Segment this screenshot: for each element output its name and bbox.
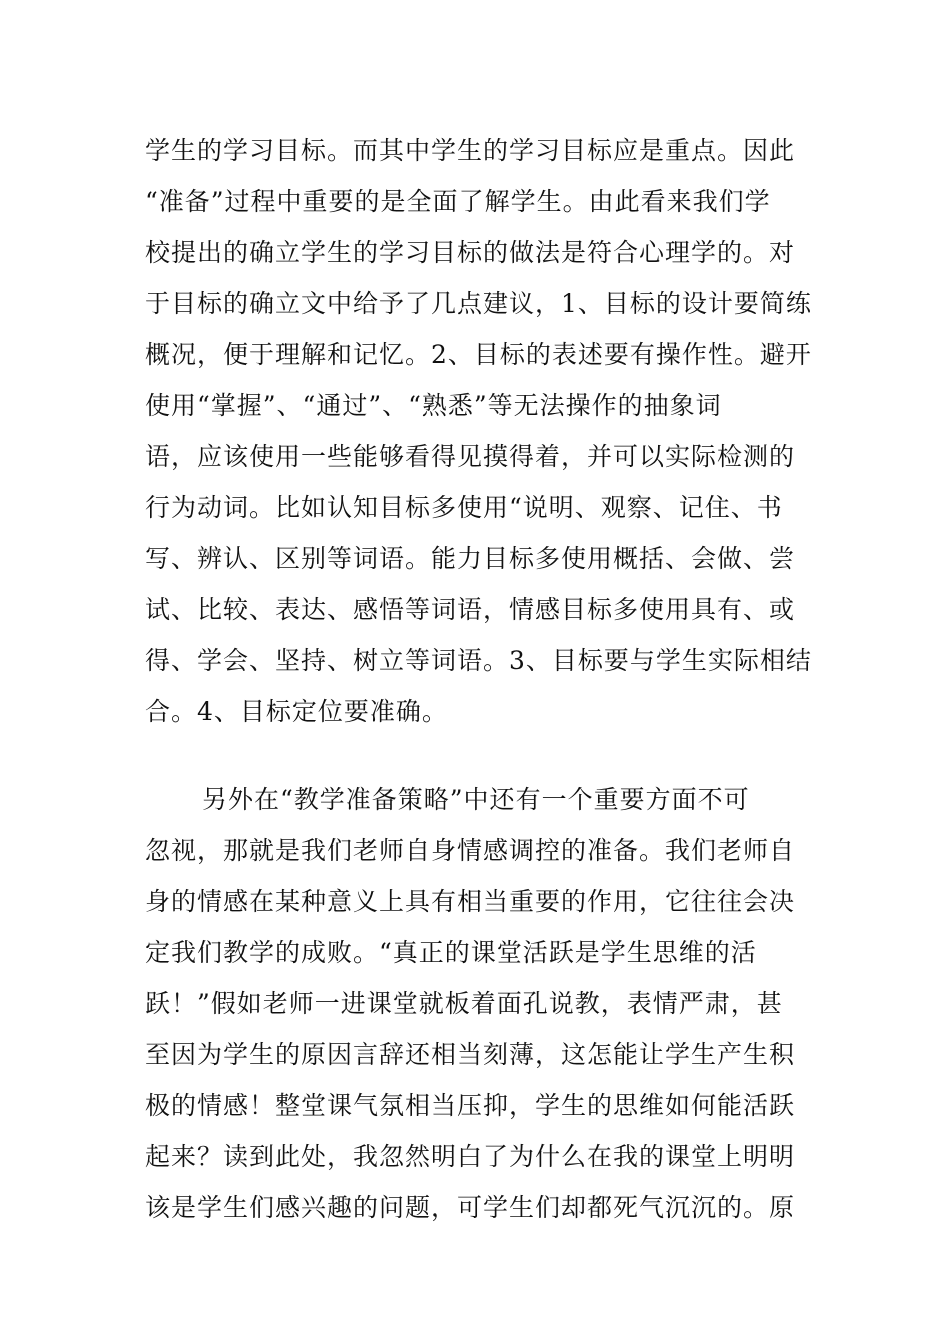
text-line: 忽视，那就是我们老师自身情感调控的准备。我们老师自 xyxy=(145,836,796,865)
text-line: 校提出的确立学生的学习目标的做法是符合心理学的。对 xyxy=(145,238,796,267)
text-line: 至因为学生的原因言辞还相当刻薄，这怎能让学生产生积 xyxy=(145,1040,796,1069)
text-line: 合。4、目标定位要准确。 xyxy=(145,697,448,726)
text-line: 跃！”假如老师一进课堂就板着面孔说教，表情严肃，甚 xyxy=(145,989,783,1018)
text-line: 起来？读到此处，我忽然明白了为什么在我的课堂上明明 xyxy=(145,1142,796,1171)
text-line: 极的情感！整堂课气氛相当压抑，学生的思维如何能活跃 xyxy=(145,1091,796,1120)
text-line: “准备”过程中重要的是全面了解学生。由此看来我们学 xyxy=(145,187,771,216)
text-line-indented: 另外在“教学准备策略”中还有一个重要方面不可 xyxy=(202,785,750,814)
text-line: 身的情感在某种意义上具有相当重要的作用，它往往会决 xyxy=(145,887,796,916)
text-line: 得、学会、坚持、树立等词语。3、目标要与学生实际相结 xyxy=(145,646,812,675)
text-line: 于目标的确立文中给予了几点建议，1、目标的设计要简练 xyxy=(145,289,812,318)
text-line: 行为动词。比如认知目标多使用“说明、观察、记住、书 xyxy=(145,493,783,522)
text-line: 学生的学习目标。而其中学生的学习目标应是重点。因此 xyxy=(145,136,796,165)
paragraph-learning-goals xyxy=(145,125,810,737)
text-line: 语，应该使用一些能够看得见摸得着，并可以实际检测的 xyxy=(145,442,796,471)
text-line: 定我们教学的成败。“真正的课堂活跃是学生思维的活 xyxy=(145,938,757,967)
paragraph-emotion-control xyxy=(145,774,810,1233)
text-line: 使用“掌握”、“通过”、“熟悉”等无法操作的抽象词 xyxy=(145,391,722,420)
text-line: 概况，便于理解和记忆。2、目标的表述要有操作性。避开 xyxy=(145,340,812,369)
text-line: 该是学生们感兴趣的问题，可学生们却都死气沉沉的。原 xyxy=(145,1193,796,1222)
text-line: 写、辨认、区别等词语。能力目标多使用概括、会做、尝 xyxy=(145,544,796,573)
text-line: 试、比较、表达、感悟等词语，情感目标多使用具有、或 xyxy=(145,595,796,624)
